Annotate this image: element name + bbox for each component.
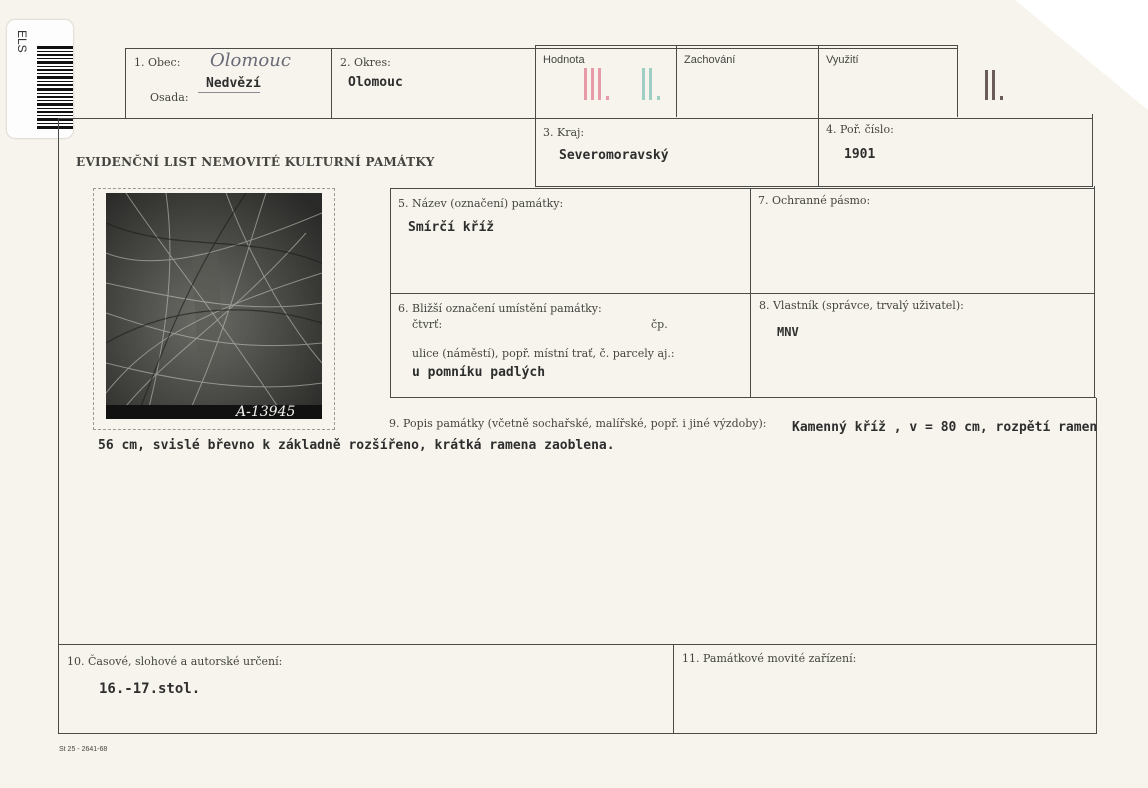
osada-underline bbox=[198, 92, 260, 93]
ulice-label: ulice (náměstí), popř. místní trať, č. parcely aj.: bbox=[412, 347, 675, 360]
popis-label: 9. Popis památky (včetně sochařské, malířské, popř. i jiné výzdoby): bbox=[389, 417, 767, 430]
footer-code: St 25 - 2641-68 bbox=[59, 746, 108, 753]
okres-label: 2. Okres: bbox=[340, 56, 391, 69]
vyuziti-label: Využití bbox=[826, 54, 859, 66]
obec-handwritten: Olomouc bbox=[210, 50, 291, 71]
osada-label: Osada: bbox=[150, 91, 189, 104]
okres-value: Olomouc bbox=[348, 75, 403, 90]
sticker-code: ELS bbox=[15, 30, 29, 53]
urceni-value: 16.-17.stol. bbox=[99, 681, 201, 697]
kraj-value: Severomoravský bbox=[559, 148, 669, 163]
ochranne-pasmo-label: 7. Ochranné pásmo: bbox=[758, 194, 871, 207]
umisteni-label: 6. Bližší označení umístění památky: bbox=[398, 302, 602, 315]
zachovani-label: Zachování bbox=[684, 54, 736, 66]
hodnota-label: Hodnota bbox=[543, 54, 585, 66]
nazev-label: 5. Název (označení) památky: bbox=[398, 197, 564, 210]
side-color-mark bbox=[983, 68, 1013, 106]
hodnota-color-marks bbox=[582, 66, 682, 106]
porcislo-value: 1901 bbox=[844, 147, 876, 162]
nazev-value: Smírčí kříž bbox=[408, 220, 495, 235]
popis-line2: 56 cm, svislé břevno k základně rozšířeno, krátká ramena zaoblena. bbox=[98, 438, 615, 453]
barcode-sticker bbox=[7, 20, 73, 138]
photo-image bbox=[106, 193, 322, 419]
ctvrt-label: čtvrť: bbox=[412, 318, 443, 331]
kraj-label: 3. Kraj: bbox=[543, 126, 585, 139]
obec-label: 1. Obec: bbox=[134, 56, 181, 69]
zarizeni-label: 11. Památkové movité zařízení: bbox=[682, 652, 857, 665]
document-title: EVIDENČNÍ LIST NEMOVITÉ KULTURNÍ PAMÁTKY bbox=[76, 155, 435, 169]
cp-label: čp. bbox=[651, 318, 668, 331]
porcislo-label: 4. Poř. číslo: bbox=[826, 123, 894, 136]
popis-line1: Kamenný kříž , v = 80 cm, rozpětí ramen bbox=[792, 420, 1098, 435]
vlastnik-value: MNV bbox=[777, 325, 799, 339]
umisteni-value: u pomníku padlých bbox=[412, 365, 546, 380]
vlastnik-label: 8. Vlastník (správce, trvalý uživatel): bbox=[759, 299, 964, 312]
urceni-label: 10. Časové, slohové a autorské určení: bbox=[67, 655, 283, 668]
osada-value: Nedvězí bbox=[206, 76, 261, 91]
photo-caption: A-13945 bbox=[236, 404, 296, 420]
